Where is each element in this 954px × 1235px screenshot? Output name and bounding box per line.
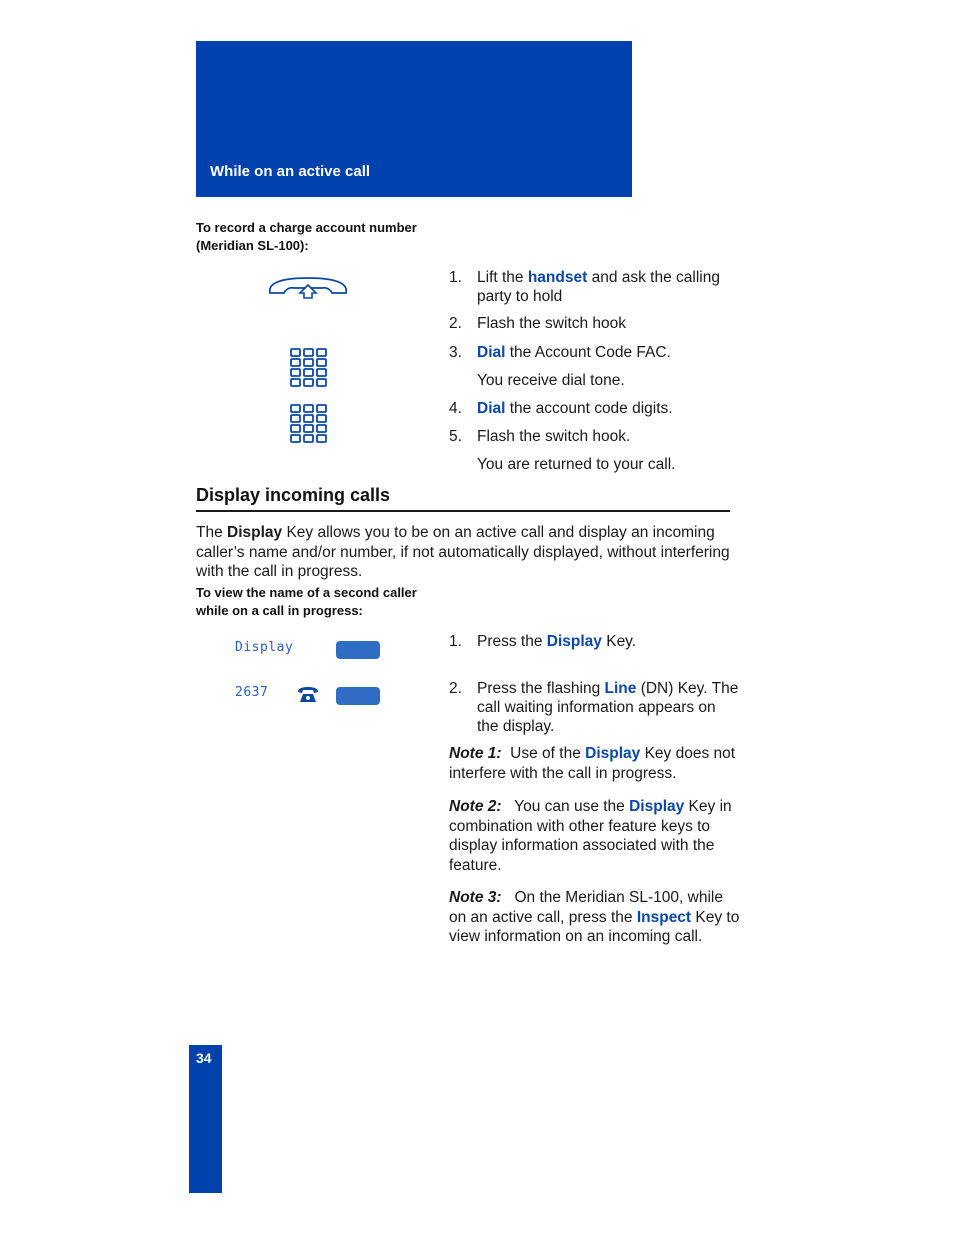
step-1: 1. Lift the handset and ask the calling party to hold bbox=[449, 269, 720, 305]
second-caller-heading: To view the name of a second caller while on a call in progress: bbox=[196, 585, 417, 618]
page-title: While on an active call bbox=[210, 163, 371, 180]
step-2: 2. Flash the switch hook bbox=[449, 315, 627, 332]
charge-account-heading: To record a charge account number (Meridian SL-100): bbox=[196, 220, 417, 253]
step-3: 3. Dial the Account Code FAC. bbox=[449, 344, 671, 361]
page-number: 34 bbox=[196, 1050, 212, 1066]
step-5: 5. Flash the switch hook. bbox=[449, 428, 631, 445]
step-4: 4. Dial the account code digits. bbox=[449, 400, 673, 417]
display-softkey[interactable] bbox=[336, 641, 380, 659]
lcd-display-label: Display bbox=[235, 640, 294, 655]
handset-icon bbox=[266, 273, 350, 301]
note-3: Note 3: On the Meridian SL-100, while on an active call, press the Inspect Key to view information on an incoming call. bbox=[449, 889, 740, 945]
telephone-icon bbox=[297, 686, 319, 704]
section-divider bbox=[196, 510, 730, 512]
step-3-result: You receive dial tone. bbox=[477, 372, 625, 389]
display-step-2: 2. Press the flashing Line (DN) Key. The call waiting information appears on the display. bbox=[449, 680, 739, 735]
dialpad-icon bbox=[289, 404, 329, 444]
note-1: Note 1: Use of the Display Key does not interfere with the call in progress. bbox=[449, 745, 736, 782]
line-softkey[interactable] bbox=[336, 687, 380, 705]
dialpad-icon bbox=[289, 348, 329, 388]
note-2: Note 2: You can use the Display Key in combination with other feature keys to display information associated with the feature. bbox=[449, 798, 732, 874]
display-step-1: 1. Press the Display Key. bbox=[449, 633, 637, 650]
intro-paragraph: The Display Key allows you to be on an active call and display an incoming caller’s name and/or number, if not automatically displayed, without interfering with the call in progress. bbox=[196, 524, 730, 580]
lcd-number: 2637 bbox=[235, 685, 269, 700]
step-5-result: You are returned to your call. bbox=[477, 456, 676, 473]
section-title: Display incoming calls bbox=[196, 485, 391, 505]
page-number-band bbox=[189, 1045, 222, 1193]
handset-link: handset bbox=[527, 269, 588, 286]
